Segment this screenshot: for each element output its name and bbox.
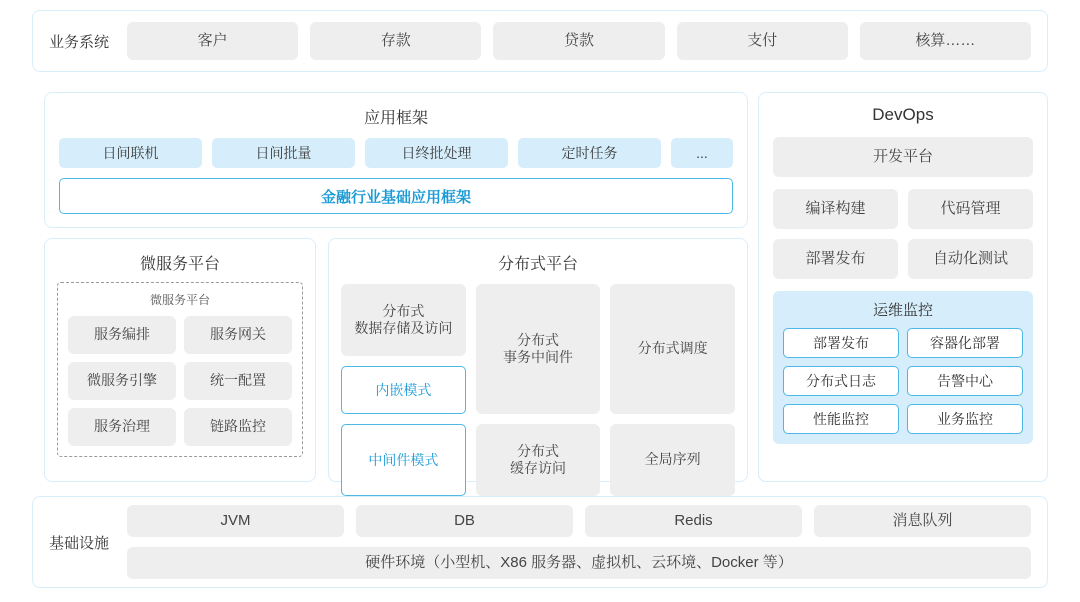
microservice-items bbox=[68, 316, 292, 446]
infrastructure-items bbox=[127, 505, 1031, 537]
ops-item-containerized-deploy[interactable]: 容器化部署 bbox=[907, 328, 1023, 358]
infrastructure-label: 基础设施 bbox=[49, 534, 110, 552]
ops-item-performance-monitor[interactable]: 性能监控 bbox=[783, 404, 899, 434]
application-framework-items bbox=[59, 138, 733, 168]
infra-item-redis[interactable]: Redis bbox=[585, 505, 802, 537]
distributed-items bbox=[341, 284, 735, 496]
ops-item-alert-center[interactable]: 告警中心 bbox=[907, 366, 1023, 396]
business-item-payment[interactable]: 支付 bbox=[677, 22, 848, 60]
dist-item-middleware-mode[interactable]: 中间件模式 bbox=[341, 424, 466, 496]
microservice-platform-panel bbox=[44, 238, 316, 482]
devops-panel bbox=[758, 92, 1048, 482]
dist-item-scheduling[interactable]: 分布式调度 bbox=[610, 284, 735, 414]
dist-item-cache-access[interactable]: 分布式 缓存访问 bbox=[476, 424, 601, 496]
devops-item-code-management[interactable]: 代码管理 bbox=[908, 189, 1033, 229]
app-item-scheduled-task[interactable]: 定时任务 bbox=[518, 138, 661, 168]
microservice-inner-group bbox=[57, 282, 303, 457]
app-framework-base: 金融行业基础应用框架 bbox=[59, 178, 733, 214]
infra-item-hardware-environment[interactable]: 硬件环境（小型机、X86 服务器、虚拟机、云环境、Docker 等） bbox=[127, 547, 1031, 579]
business-systems-label: 业务系统 bbox=[49, 33, 110, 51]
dist-item-embedded-mode[interactable]: 内嵌模式 bbox=[341, 366, 466, 414]
app-item-batch[interactable]: 日间批量 bbox=[212, 138, 355, 168]
infrastructure-content bbox=[127, 505, 1031, 579]
devops-items bbox=[773, 189, 1033, 279]
ms-item-engine[interactable]: 微服务引擎 bbox=[68, 362, 176, 400]
ops-item-deploy-release[interactable]: 部署发布 bbox=[783, 328, 899, 358]
ms-item-tracing[interactable]: 链路监控 bbox=[184, 408, 292, 446]
ops-item-business-monitor[interactable]: 业务监控 bbox=[907, 404, 1023, 434]
business-systems-panel bbox=[32, 10, 1048, 72]
infra-item-db[interactable]: DB bbox=[356, 505, 573, 537]
application-framework-title: 应用框架 bbox=[363, 110, 428, 127]
infra-item-message-queue[interactable]: 消息队列 bbox=[814, 505, 1031, 537]
business-item-customer[interactable]: 客户 bbox=[127, 22, 298, 60]
distributed-platform-title: 分布式平台 bbox=[497, 256, 578, 273]
dist-item-storage[interactable]: 分布式 数据存储及访问 bbox=[341, 284, 466, 356]
dist-item-global-sequence[interactable]: 全局序列 bbox=[610, 424, 735, 496]
business-systems-items bbox=[127, 22, 1031, 60]
ms-item-gateway[interactable]: 服务网关 bbox=[184, 316, 292, 354]
ms-item-orchestration[interactable]: 服务编排 bbox=[68, 316, 176, 354]
app-item-more[interactable]: ... bbox=[671, 138, 733, 168]
microservice-inner-title: 微服务平台 bbox=[149, 293, 210, 307]
microservice-platform-title: 微服务平台 bbox=[139, 256, 220, 273]
ops-monitoring-items bbox=[783, 328, 1023, 434]
business-item-accounting[interactable]: 核算…… bbox=[860, 22, 1031, 60]
app-item-eod-batch[interactable]: 日终批处理 bbox=[365, 138, 508, 168]
application-framework-panel bbox=[44, 92, 748, 228]
business-item-loan[interactable]: 贷款 bbox=[493, 22, 664, 60]
distributed-platform-panel bbox=[328, 238, 748, 482]
business-item-deposit[interactable]: 存款 bbox=[310, 22, 481, 60]
devops-item-automated-test[interactable]: 自动化测试 bbox=[908, 239, 1033, 279]
ops-monitoring-title: 运维监控 bbox=[872, 302, 933, 319]
infrastructure-panel bbox=[32, 496, 1048, 588]
devops-item-dev-platform[interactable]: 开发平台 bbox=[773, 137, 1033, 177]
app-item-online[interactable]: 日间联机 bbox=[59, 138, 202, 168]
dist-item-transaction-middleware[interactable]: 分布式 事务中间件 bbox=[476, 284, 601, 414]
infra-item-jvm[interactable]: JVM bbox=[127, 505, 344, 537]
ms-item-config[interactable]: 统一配置 bbox=[184, 362, 292, 400]
devops-title: DevOps bbox=[872, 105, 934, 124]
devops-item-deploy-release[interactable]: 部署发布 bbox=[773, 239, 898, 279]
ops-item-distributed-log[interactable]: 分布式日志 bbox=[783, 366, 899, 396]
ops-monitoring-group bbox=[773, 291, 1033, 444]
devops-item-build[interactable]: 编译构建 bbox=[773, 189, 898, 229]
ms-item-governance[interactable]: 服务治理 bbox=[68, 408, 176, 446]
